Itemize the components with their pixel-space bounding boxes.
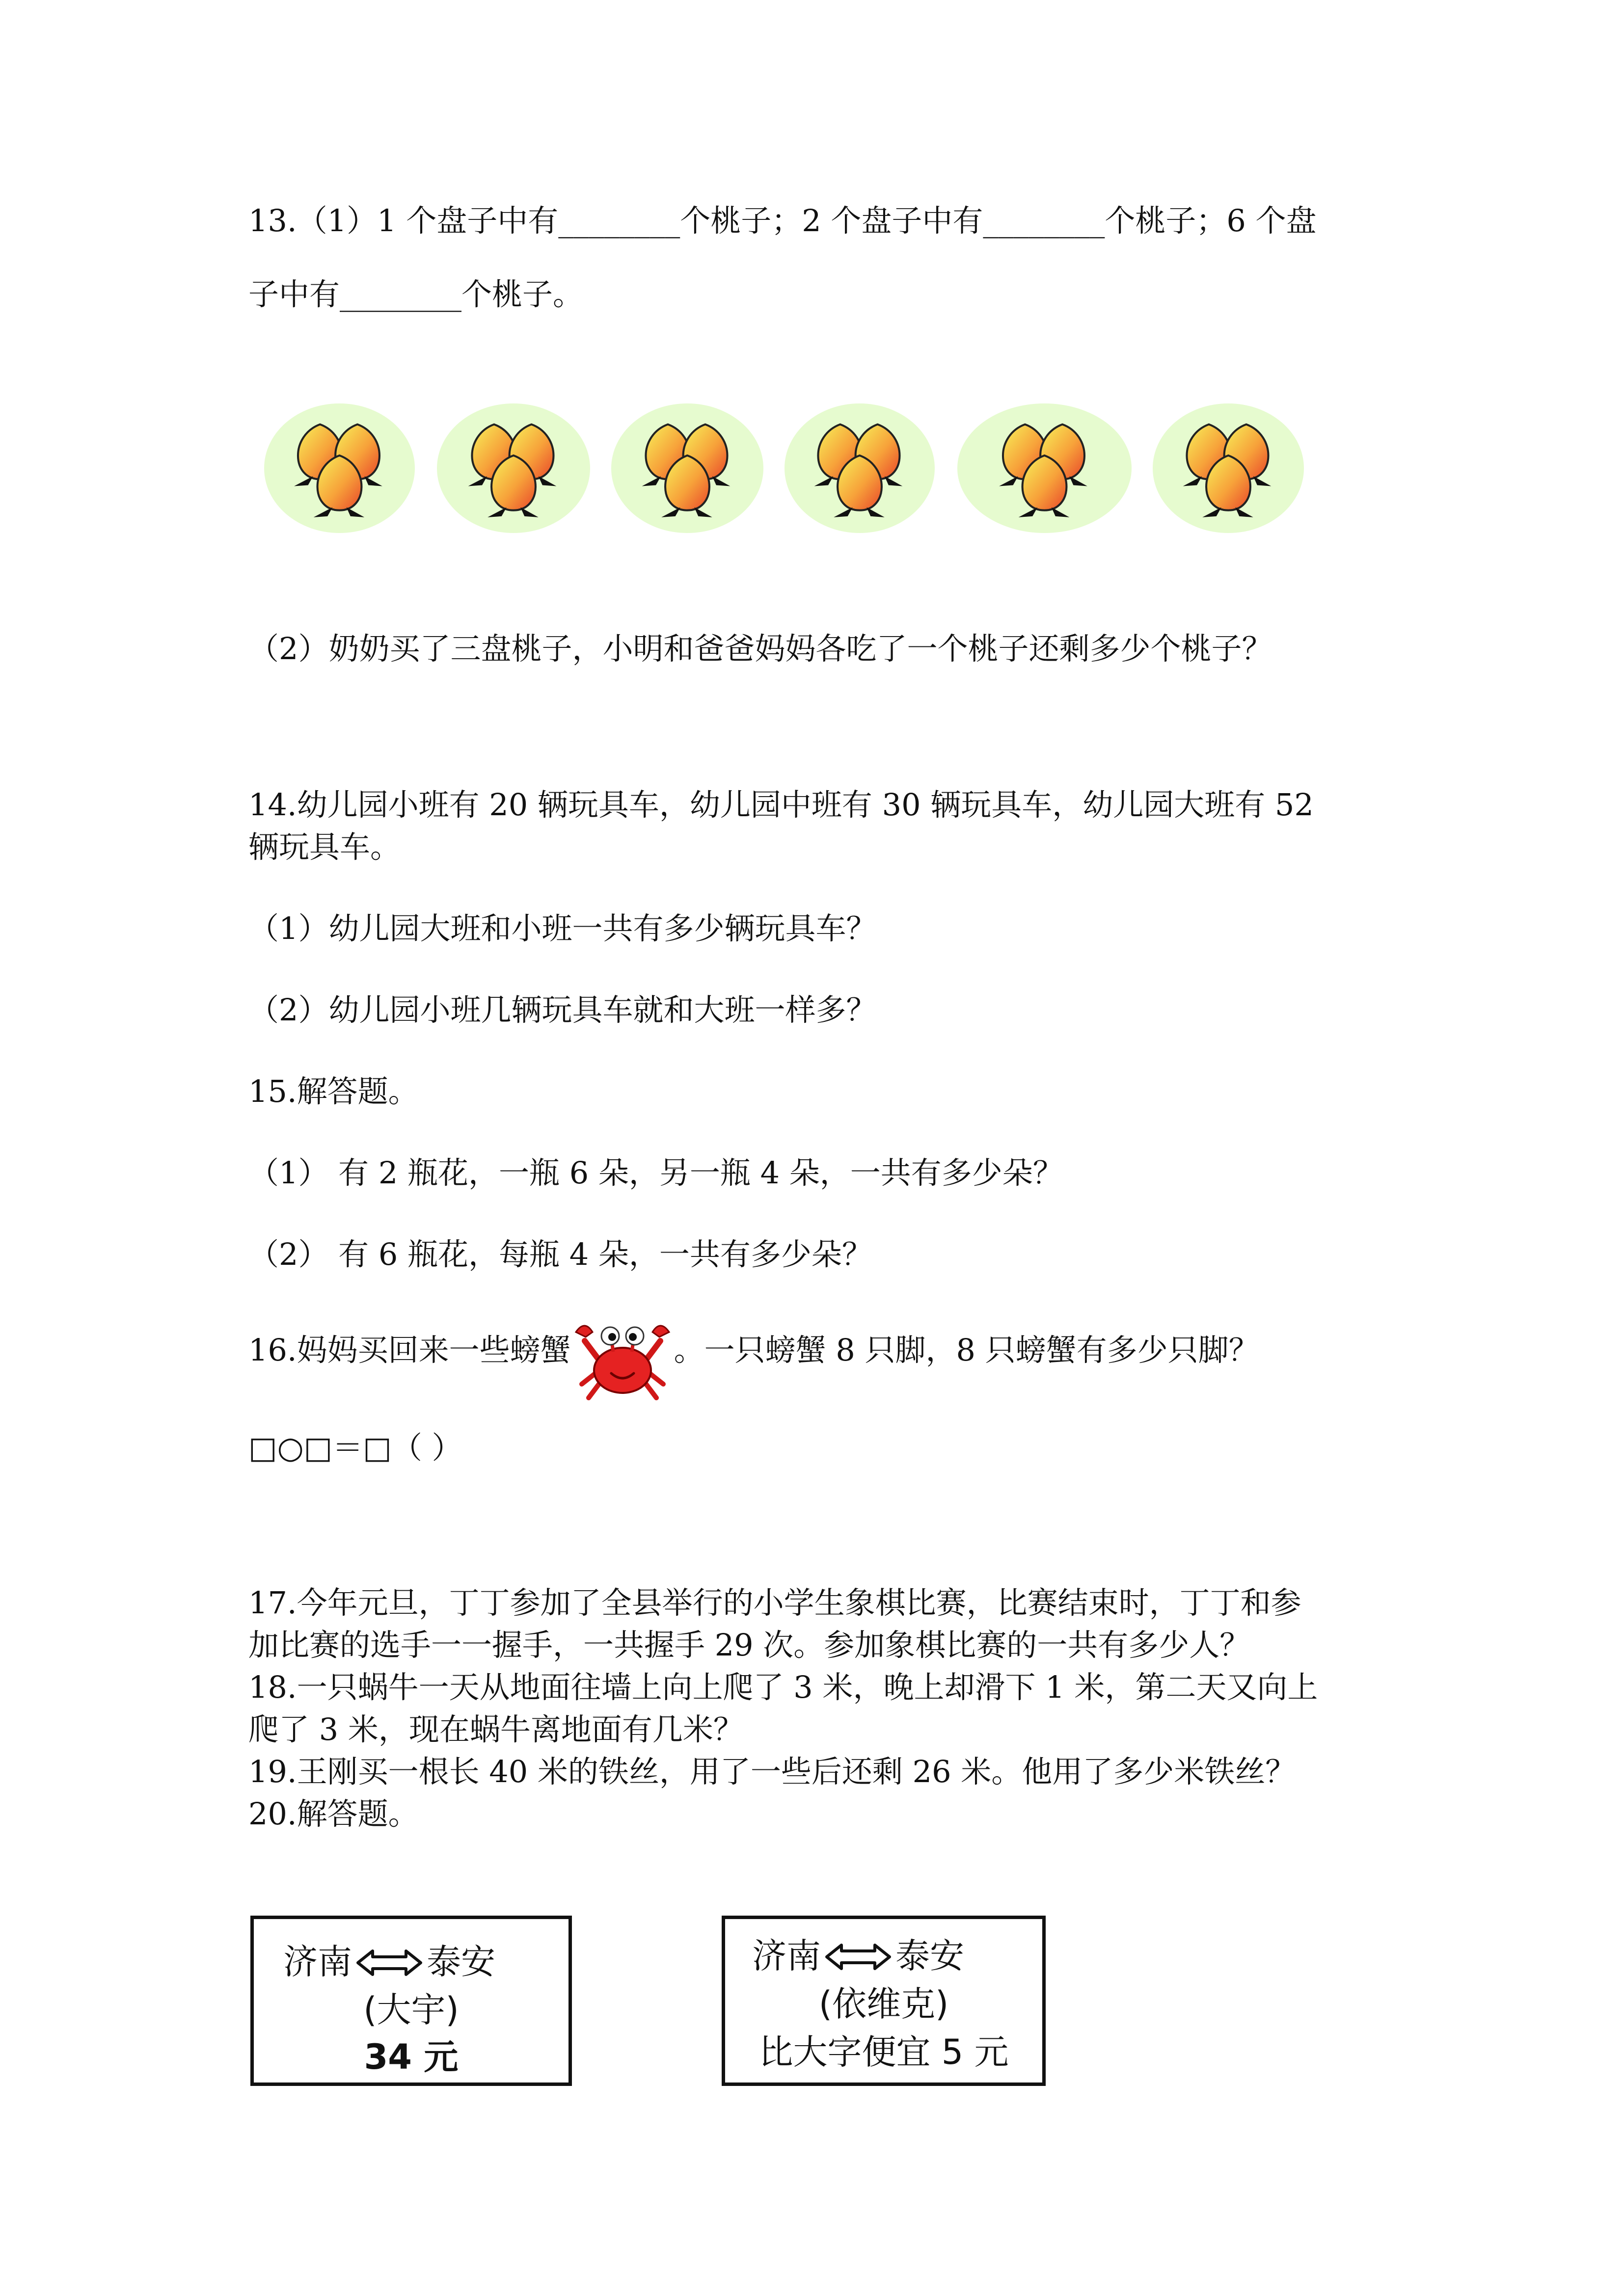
peach-group xyxy=(437,403,590,533)
peach-plate-icon xyxy=(957,403,1132,533)
ticket-from: 济南 xyxy=(752,1936,821,1976)
q14-part1: （1）幼儿园大班和小班一共有多少辆玩具车？ xyxy=(248,910,877,946)
peach-group xyxy=(611,403,763,533)
double-arrow-icon xyxy=(824,1942,893,1972)
ticket-from: 济南 xyxy=(283,1942,352,1982)
ticket-price: 34 元 xyxy=(364,2037,459,2077)
ticket-to: 泰安 xyxy=(895,1936,964,1976)
ticket-route xyxy=(752,1934,1069,1978)
q18-line2: 爬了 3 米，现在蜗牛离地面有几米？ xyxy=(248,1711,744,1747)
q16-formula: □○□＝□（ ） xyxy=(248,1430,462,1466)
double-arrow-icon xyxy=(355,1948,424,1977)
ticket-route xyxy=(283,1940,598,1984)
ticket-to: 泰安 xyxy=(427,1942,495,1982)
q14-part2: （2）幼儿园小班几辆玩具车就和大班一样多？ xyxy=(248,992,877,1028)
peach-plate-icon xyxy=(264,403,415,533)
q16-text-after: 。一只螃蟹 8 只脚，8 只螃蟹有多少只脚？ xyxy=(674,1332,1259,1368)
crab-icon xyxy=(571,1315,674,1404)
q15-part2: （2） 有 6 瓶花，每瓶 4 朵，一共有多少朵？ xyxy=(248,1236,872,1272)
q20-title: 20.解答题。 xyxy=(248,1796,419,1832)
q16-line xyxy=(248,1315,1259,1404)
q15-part1: （1） 有 2 瓶花，一瓶 6 朵，另一瓶 4 朵，一共有多少朵？ xyxy=(248,1155,1063,1191)
peach-plate-icon xyxy=(785,403,935,533)
ticket-dayu xyxy=(250,1916,572,2086)
q14-line2: 辆玩具车。 xyxy=(248,829,401,865)
q15-title: 15.解答题。 xyxy=(248,1073,419,1109)
q19-line1: 19.王刚买一根长 40 米的铁丝，用了一些后还剩 26 米。他用了多少米铁丝？ xyxy=(248,1754,1296,1789)
peach-group xyxy=(264,403,415,533)
ticket-price: 比大字便宜 5 元 xyxy=(758,2032,1009,2072)
peach-plate-icon xyxy=(611,403,763,533)
ticket-yiweike xyxy=(722,1916,1046,2086)
q18-line1: 18.一只蜗牛一天从地面往墙上向上爬了 3 米，晚上却滑下 1 米，第二天又向上 xyxy=(248,1669,1318,1705)
peach-group xyxy=(1153,403,1304,533)
q14-line1: 14.幼儿园小班有 20 辆玩具车，幼儿园中班有 30 辆玩具车，幼儿园大班有 52 xyxy=(248,787,1314,823)
peach-group xyxy=(957,403,1132,533)
ticket-name: (依维克) xyxy=(818,1984,949,2024)
q13-line2: 子中有________个桃子。 xyxy=(248,276,584,312)
q17-line1: 17.今年元旦，丁丁参加了全县举行的小学生象棋比赛，比赛结束时，丁丁和参 xyxy=(248,1585,1301,1621)
ticket-name: (大宇) xyxy=(363,1990,459,2030)
q16-text-before: 16.妈妈买回来一些螃蟹 xyxy=(248,1332,571,1368)
q13-line1: 13.（1）1 个盘子中有________个桃子；2 个盘子中有________个桃子；6 个盘 xyxy=(248,203,1317,239)
peach-group xyxy=(785,403,935,533)
peach-plate-icon xyxy=(1153,403,1304,533)
q17-line2: 加比赛的选手一一握手，一共握手 29 次。参加象棋比赛的一共有多少人？ xyxy=(248,1627,1250,1663)
peach-plate-icon xyxy=(437,403,590,533)
q13-part2: （2）奶奶买了三盘桃子，小明和爸爸妈妈各吃了一个桃子还剩多少个桃子？ xyxy=(248,631,1272,667)
